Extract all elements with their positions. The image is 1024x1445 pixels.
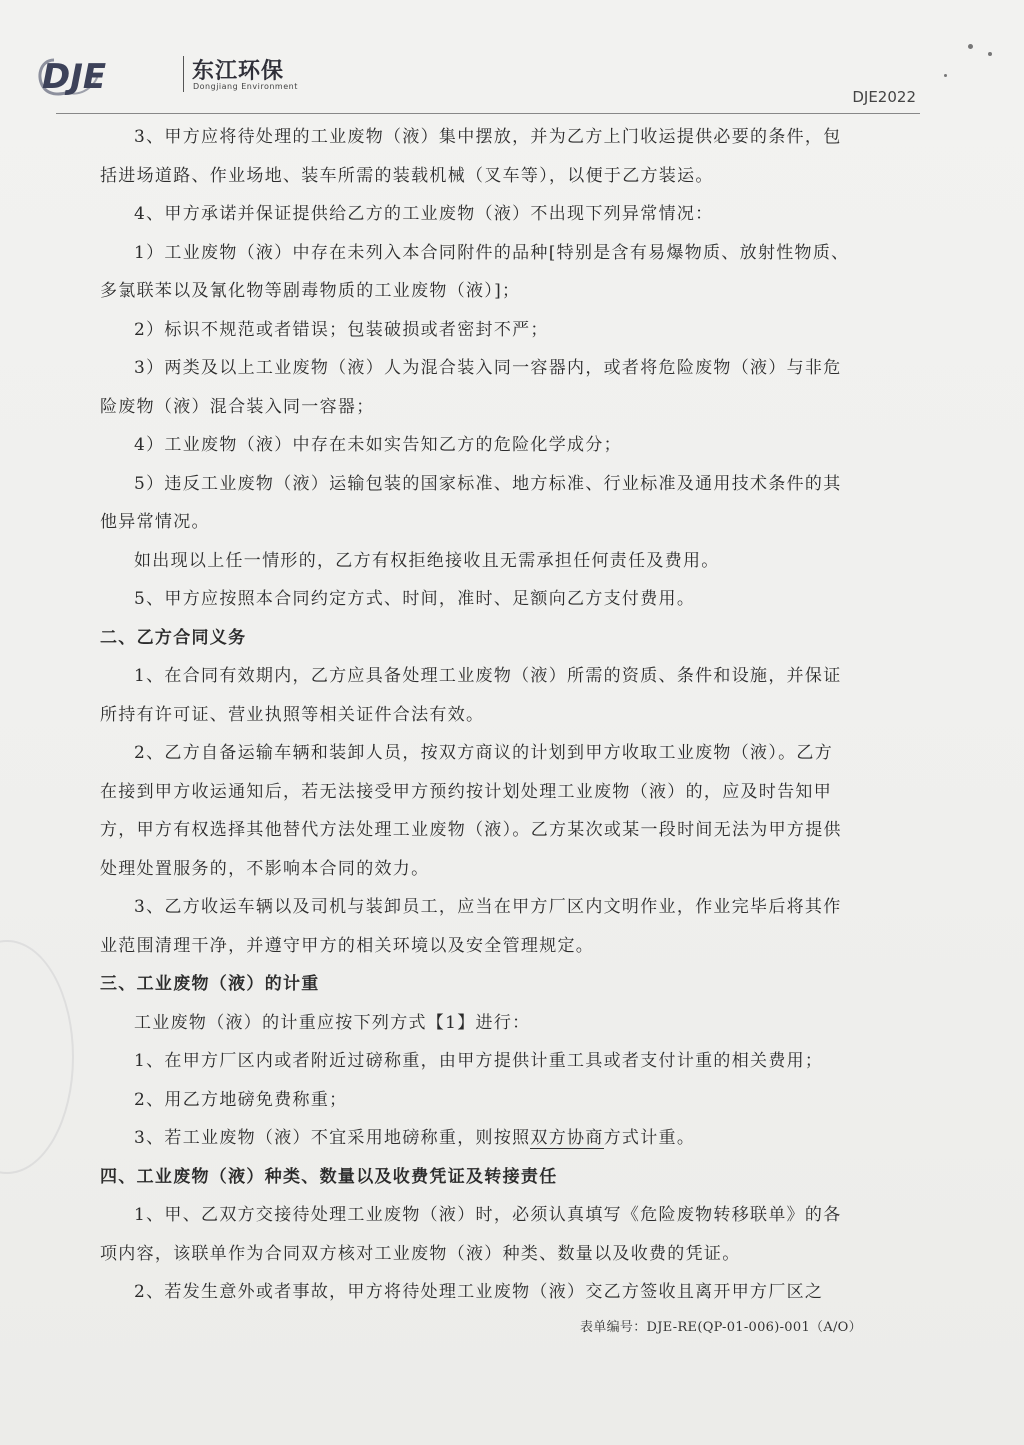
line-text: 险废物（液）混合装入同一容器； — [100, 396, 375, 417]
text-line — [100, 1081, 912, 1120]
line-text: 1）工业废物（液）中存在未列入本合同附件的品种[特别是含有易爆物质、放射性物质、 — [134, 242, 850, 263]
text-line — [100, 811, 912, 850]
line-text: 方，甲方有权选择其他替代方法处理工业废物（液）。乙方某次或某一段时间无法为甲方提供 — [100, 820, 842, 840]
line-text: 5）违反工业废物（液）运输包装的国家标准、地方标准、行业标准及通用技术条件的其 — [134, 473, 842, 494]
line-text: 1、甲、乙双方交接待处理工业废物（液）时，必须认真填写《危险废物转移联单》的各 — [134, 1205, 842, 1225]
logo-text: DJE — [42, 57, 107, 97]
line-text: 3、甲方应将待处理的工业废物（液）集中摆放，并为乙方上门收运提供必要的条件，包 — [134, 127, 842, 147]
text-line — [100, 1196, 912, 1235]
text-line — [100, 542, 912, 581]
line-text: 2、若发生意外或者事故，甲方将待处理工业废物（液）交乙方签收且离开甲方厂区之 — [134, 1282, 824, 1302]
line-text: 多氯联苯以及氰化物等剧毒物质的工业废物（液）]； — [100, 281, 521, 301]
line-text: 如出现以上任一情形的，乙方有权拒绝接收且无需承担任何责任及费用。 — [134, 550, 720, 571]
line-text: 5、甲方应按照本合同约定方式、时间，准时、足额向乙方支付费用。 — [134, 589, 696, 609]
line-text: 二、乙方合同义务 — [100, 627, 247, 648]
line-text: 1、在合同有效期内，乙方应具备处理工业废物（液）所需的资质、条件和设施，并保证 — [134, 666, 842, 686]
text-line — [100, 657, 912, 696]
line-text: 2）标识不规范或者错误；包装破损或者密封不严； — [134, 319, 549, 340]
section-heading — [100, 619, 912, 658]
text-line — [100, 734, 912, 773]
line-text: 所持有许可证、营业执照等相关证件合法有效。 — [100, 704, 485, 725]
line-text: 三、工业废物（液）的计重 — [100, 974, 320, 994]
section-heading — [100, 1158, 912, 1197]
line-text: 3、乙方收运车辆以及司机与装卸员工，应当在甲方厂区内文明作业，作业完毕后将其作 — [134, 897, 842, 917]
line-text-after: 方式计重。 — [603, 1128, 696, 1148]
company-name-en: Dongjiang Environment — [193, 82, 298, 91]
text-line — [100, 503, 912, 542]
header-rule — [56, 113, 920, 114]
text-line — [100, 426, 912, 465]
text-line — [100, 773, 912, 812]
line-text: 4、甲方承诺并保证提供给乙方的工业废物（液）不出现下列异常情况： — [134, 204, 714, 224]
text-line — [100, 272, 912, 311]
line-text: 4）工业废物（液）中存在未如实告知乙方的危险化学成分； — [134, 435, 622, 455]
text-line — [100, 850, 912, 889]
document-code: DJE2022 — [852, 88, 916, 106]
text-line — [100, 1235, 912, 1274]
line-text: 3、若工业废物（液）不宜采用地磅称重，则按照 — [134, 1128, 531, 1148]
line-text: 3）两类及以上工业废物（液）人为混合装入同一容器内，或者将危险废物（液）与非危 — [134, 358, 842, 378]
line-text: 处理处置服务的，不影响本合同的效力。 — [100, 858, 430, 879]
speck — [988, 52, 992, 56]
text-line — [100, 927, 912, 966]
company-name-cn: 东江环保 — [192, 59, 285, 84]
speck — [944, 74, 947, 77]
text-line — [100, 157, 912, 196]
text-line — [100, 1273, 912, 1312]
text-line — [100, 388, 912, 427]
line-text: 1、在甲方厂区内或者附近过磅称重，由甲方提供计重工具或者支付计重的相关费用； — [134, 1051, 824, 1071]
line-text: 在接到甲方收运通知后，若无法接受甲方预约按计划处理工业废物（液）的，应及时告知甲 — [100, 781, 832, 802]
form-number: 表单编号：DJE-RE(QP-01-006)-001（A/O） — [580, 1320, 862, 1335]
text-line — [100, 580, 912, 619]
text-line — [100, 696, 912, 735]
section-heading — [100, 965, 912, 1004]
text-line — [100, 311, 912, 350]
dje-logo-icon — [36, 52, 146, 100]
text-line — [100, 1042, 912, 1081]
text-line — [100, 349, 912, 388]
stamp-mark — [0, 940, 74, 1174]
line-text: 2、乙方自备运输车辆和装卸人员，按双方商议的计划到甲方收取工业废物（液）。乙方 — [134, 743, 834, 763]
text-line — [100, 1004, 912, 1043]
line-text: 业范围清理干净，并遵守甲方的相关环境以及安全管理规定。 — [100, 935, 595, 956]
line-text: 他异常情况。 — [100, 512, 210, 532]
text-line — [100, 888, 912, 927]
text-line — [100, 465, 912, 504]
text-line — [100, 195, 912, 234]
logo-divider — [183, 56, 184, 92]
body-text — [100, 118, 912, 1312]
line-text: 四、工业废物（液）种类、数量以及收费凭证及转接责任 — [100, 1166, 558, 1187]
speck — [968, 44, 973, 49]
underlined-fill-in: 双方协商 — [530, 1128, 604, 1148]
line-text: 括进场道路、作业场地、装车所需的装载机械（叉车等），以便于乙方装运。 — [100, 165, 714, 186]
line-text: 工业废物（液）的计重应按下列方式【1】进行： — [134, 1012, 531, 1033]
line-text: 项内容，该联单作为合同双方核对工业废物（液）种类、数量以及收费的凭证。 — [100, 1243, 741, 1264]
text-line — [100, 118, 912, 157]
text-line — [100, 234, 912, 273]
page-header — [36, 44, 996, 124]
text-line — [100, 1119, 912, 1158]
line-text: 2、用乙方地磅免费称重； — [134, 1089, 348, 1110]
